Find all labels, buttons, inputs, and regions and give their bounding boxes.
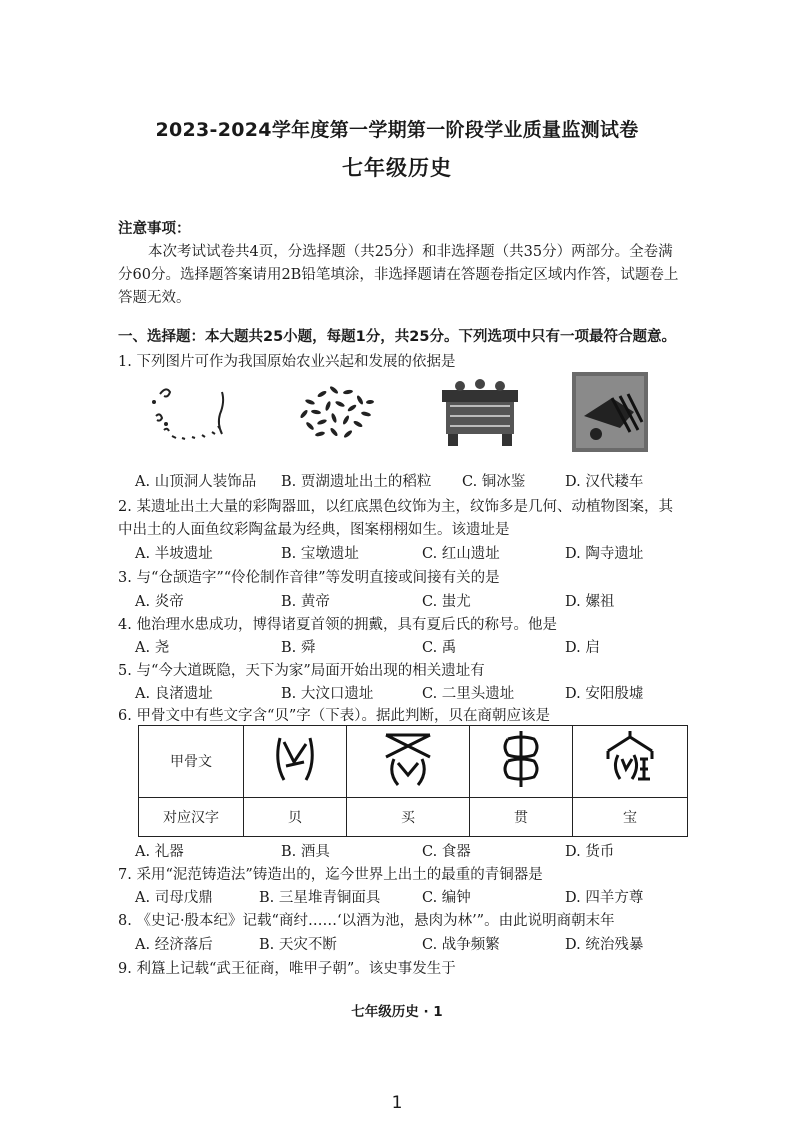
oracle-mai-icon [378, 729, 438, 789]
oracle-bone-table [138, 725, 688, 837]
oracle-glyph-bao [572, 726, 687, 798]
q5-stem: 5. 与“今大道既隐，天下为家”局面开始出现的相关遗址有 [118, 663, 485, 679]
q2-stem: 2. 某遗址出土大量的彩陶器皿，以红底黑色纹饰为主，纹饰多是几何、动植物图案，其 [118, 499, 673, 515]
q2-option-b[interactable]: B. 宝墩遗址 [281, 546, 359, 562]
oracle-bei-icon [270, 732, 320, 786]
hanzi-guan: 贯 [470, 797, 573, 836]
q7-option-d[interactable]: D. 四羊方尊 [565, 890, 644, 906]
q5-option-c[interactable]: C. 二里头遗址 [422, 686, 515, 702]
q3-option-d[interactable]: D. 嫘祖 [565, 594, 615, 610]
q5-option-a[interactable]: A. 良渚遗址 [135, 686, 213, 702]
q3-option-a[interactable]: A. 炎帝 [135, 594, 184, 610]
hanzi-bao: 宝 [572, 797, 687, 836]
oracle-glyph-guan [470, 726, 573, 798]
section-heading: 一、选择题：本大题共25小题，每题1分，共25分。下列选项中只有一项最符合题意。 [118, 329, 676, 345]
bronze-ice-box-image [430, 372, 530, 452]
q4-option-b[interactable]: B. 舜 [281, 640, 316, 656]
q5-option-b[interactable]: B. 大汶口遗址 [281, 686, 374, 702]
q1-option-c[interactable]: C. 铜冰鉴 [462, 474, 526, 490]
oracle-guan-icon [496, 729, 546, 789]
q4-option-a[interactable]: A. 尧 [135, 640, 170, 656]
q7-option-c[interactable]: C. 编钟 [422, 890, 471, 906]
notice-line-2: 分60分。选择题答案请用2B铅笔填涂，非选择题请在答题卷指定区域内作答，试题卷上 [118, 267, 679, 283]
ornament-image [142, 372, 252, 452]
q4-option-d[interactable]: D. 启 [565, 640, 600, 656]
oracle-row-label: 甲骨文 [139, 726, 244, 798]
q2-option-a[interactable]: A. 半坡遗址 [135, 546, 213, 562]
exam-subject: 七年级历史 [342, 156, 452, 180]
page-number: 1 [391, 1093, 403, 1113]
q1-option-b[interactable]: B. 贾湖遗址出土的稻粒 [281, 474, 432, 490]
q1-stem: 1. 下列图片可作为我国原始农业兴起和发展的依据是 [118, 354, 456, 370]
q3-option-b[interactable]: B. 黄帝 [281, 594, 330, 610]
q6-option-a[interactable]: A. 礼器 [135, 844, 184, 860]
q2-stem-cont: 中出土的人面鱼纹彩陶盆最为经典，图案栩栩如生。该遗址是 [118, 522, 510, 538]
hanzi-bei: 贝 [244, 797, 347, 836]
exam-title: 2023-2024学年度第一学期第一阶段学业质量监测试卷 [155, 119, 639, 141]
notice-heading: 注意事项： [118, 221, 191, 237]
oracle-bao-icon [602, 729, 658, 789]
q4-option-c[interactable]: C. 禹 [422, 640, 457, 656]
q1-option-a[interactable]: A. 山顶洞人装饰品 [135, 474, 257, 490]
page-footer: 七年级历史 · 1 [351, 1004, 443, 1020]
q2-option-d[interactable]: D. 陶寺遗址 [565, 546, 644, 562]
q6-option-c[interactable]: C. 食器 [422, 844, 471, 860]
q8-option-d[interactable]: D. 统治残暴 [565, 937, 644, 953]
q8-option-a[interactable]: A. 经济落后 [135, 937, 213, 953]
q8-option-b[interactable]: B. 天灾不断 [259, 937, 337, 953]
rice-grains-image [290, 372, 385, 452]
han-seeder-image [572, 372, 648, 452]
q7-stem: 7. 采用“泥范铸造法”铸造出的，迄今世界上出土的最重的青铜器是 [118, 867, 543, 883]
hanzi-row-label: 对应汉字 [139, 797, 244, 836]
q5-option-d[interactable]: D. 安阳殷墟 [565, 686, 644, 702]
q7-option-b[interactable]: B. 三星堆青铜面具 [259, 890, 381, 906]
q8-option-c[interactable]: C. 战争频繁 [422, 937, 500, 953]
q6-option-b[interactable]: B. 酒具 [281, 844, 330, 860]
q1-option-d[interactable]: D. 汉代耧车 [565, 474, 644, 490]
q4-stem: 4. 他治理水患成功，博得诸夏首领的拥戴，具有夏后氏的称号。他是 [118, 617, 557, 633]
q6-stem: 6. 甲骨文中有些文字含“贝”字（下表）。据此判断，贝在商朝应该是 [118, 708, 551, 724]
notice-line-3: 答题无效。 [118, 290, 191, 306]
q2-option-c[interactable]: C. 红山遗址 [422, 546, 500, 562]
q6-option-d[interactable]: D. 货币 [565, 844, 615, 860]
hanzi-mai: 买 [346, 797, 469, 836]
q9-stem: 9. 利簋上记载“武王征商，唯甲子朝”。该史事发生于 [118, 961, 456, 977]
q3-stem: 3. 与“仓颉造字”“伶伦制作音律”等发明直接或间接有关的是 [118, 570, 500, 586]
oracle-glyph-bei [244, 726, 347, 798]
notice-line-1: 本次考试试卷共4页，分选择题（共25分）和非选择题（共35分）两部分。全卷满 [148, 244, 673, 260]
oracle-glyph-mai [346, 726, 469, 798]
q3-option-c[interactable]: C. 蚩尤 [422, 594, 471, 610]
q8-stem: 8. 《史记·殷本纪》记载“商纣……‘以酒为池，悬肉为林’”。由此说明商朝末年 [118, 913, 615, 929]
q7-option-a[interactable]: A. 司母戊鼎 [135, 890, 213, 906]
